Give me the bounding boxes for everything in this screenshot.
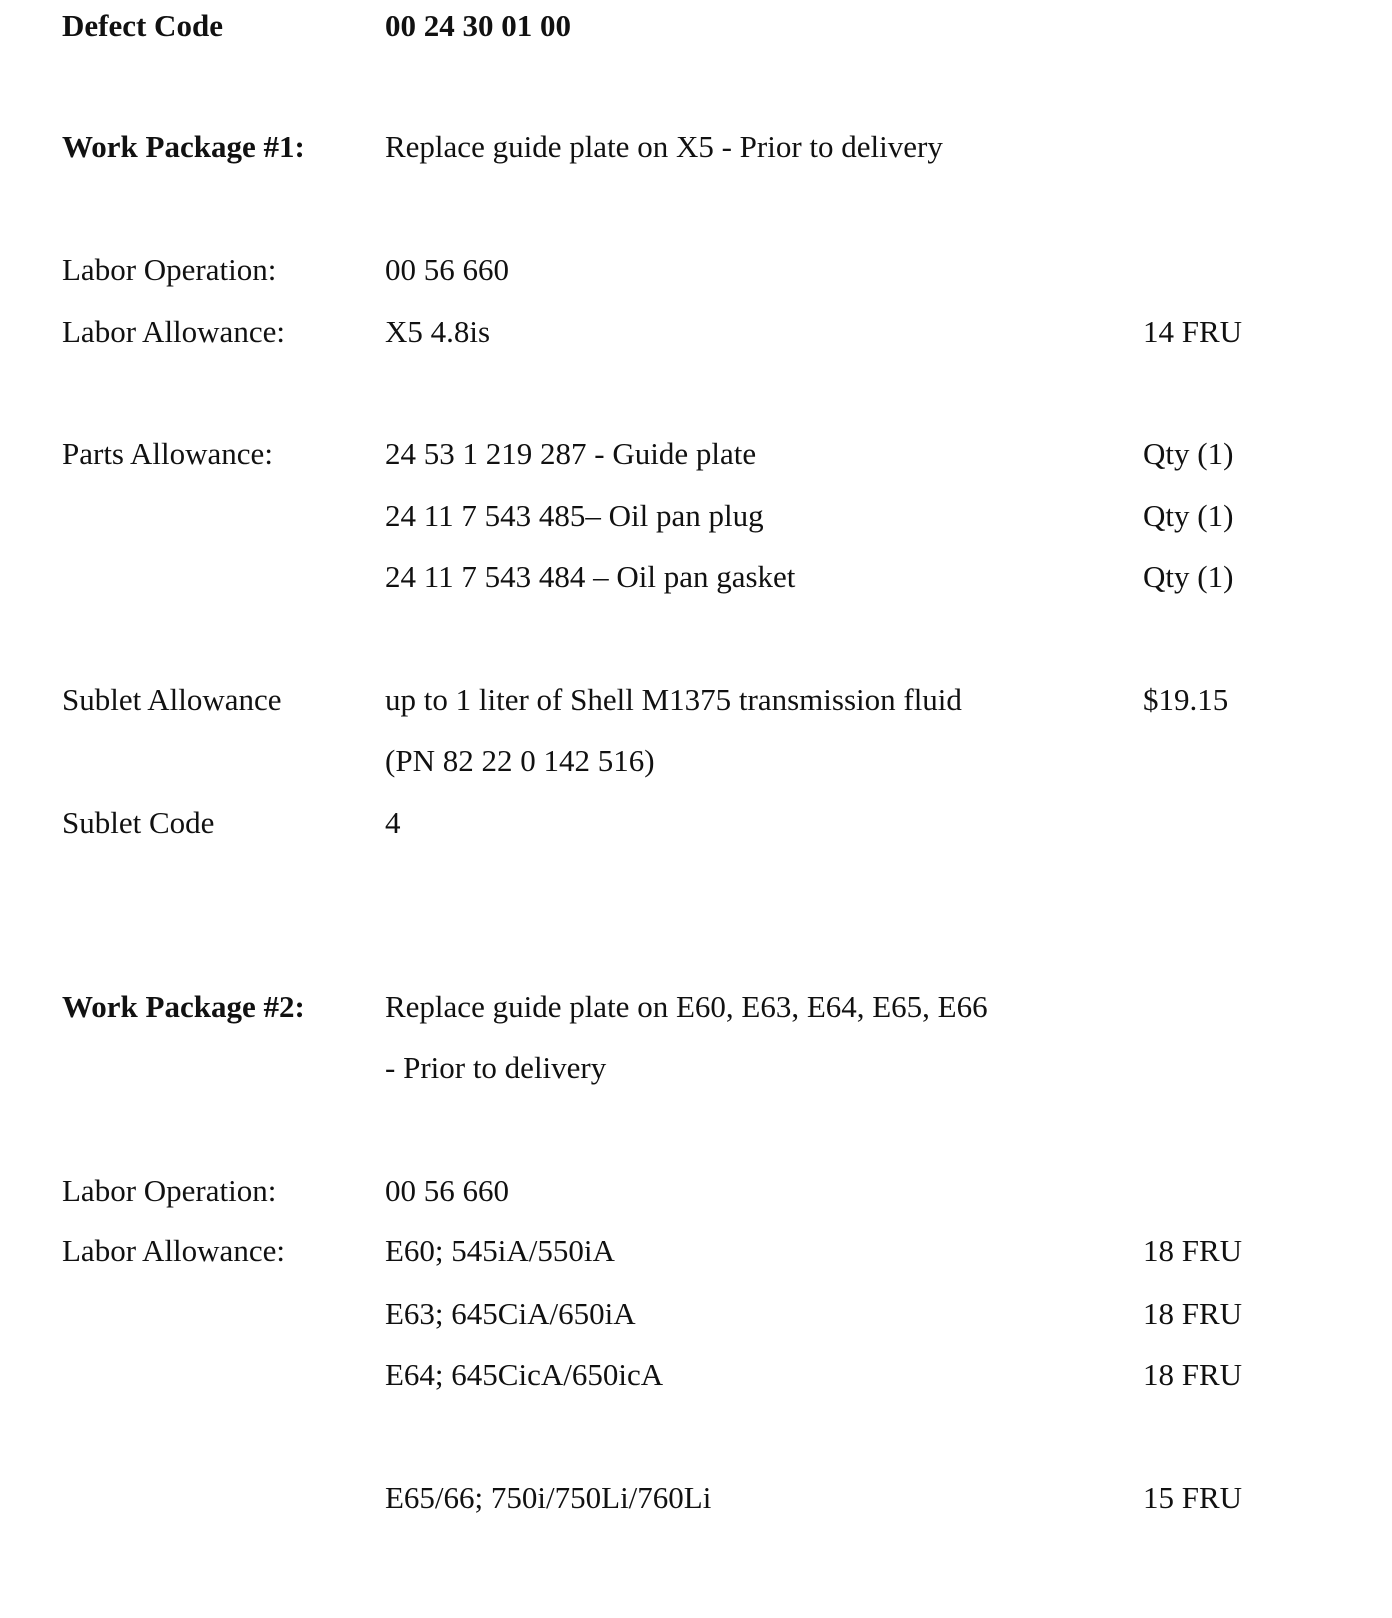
wp2-labor-operation-label: Labor Operation: xyxy=(62,1173,277,1208)
wp2-labor-allowance-fru: 18 FRU xyxy=(1143,1233,1243,1268)
wp2-labor-allowance-fru: 18 FRU xyxy=(1143,1296,1243,1331)
wp1-part-description: 24 53 1 219 287 - Guide plate xyxy=(385,436,757,471)
wp1-part-quantity: Qty (1) xyxy=(1143,498,1234,533)
wp1-parts-allowance-label: Parts Allowance: xyxy=(62,436,273,471)
wp1-sublet-part-number: (PN 82 22 0 142 516) xyxy=(385,743,655,778)
wp1-sublet-allowance-amount: $19.15 xyxy=(1143,682,1229,717)
wp1-labor-operation-value: 00 56 660 xyxy=(385,252,509,287)
work-package-2-title-continued: - Prior to delivery xyxy=(385,1050,607,1085)
wp1-sublet-allowance-label: Sublet Allowance xyxy=(62,682,282,717)
work-package-2-title: Replace guide plate on E60, E63, E64, E65, E66 xyxy=(385,989,988,1024)
wp1-part-quantity: Qty (1) xyxy=(1143,559,1234,594)
wp1-labor-operation-label: Labor Operation: xyxy=(62,252,277,287)
wp1-sublet-code-label: Sublet Code xyxy=(62,805,215,840)
wp2-labor-allowance-model: E60; 545iA/550iA xyxy=(385,1233,615,1268)
wp1-labor-allowance-model: X5 4.8is xyxy=(385,314,491,349)
wp1-labor-allowance-label: Labor Allowance: xyxy=(62,314,285,349)
wp2-labor-allowance-fru: 15 FRU xyxy=(1143,1480,1243,1515)
work-package-1-label: Work Package #1: xyxy=(62,129,305,164)
wp2-labor-operation-value: 00 56 660 xyxy=(385,1173,509,1208)
wp2-labor-allowance-model: E63; 645CiA/650iA xyxy=(385,1296,636,1331)
wp1-labor-allowance-fru: 14 FRU xyxy=(1143,314,1243,349)
wp1-part-description: 24 11 7 543 484 – Oil pan gasket xyxy=(385,559,796,594)
wp1-sublet-allowance-description: up to 1 liter of Shell M1375 transmission fluid xyxy=(385,682,962,717)
wp1-sublet-code-value: 4 xyxy=(385,805,401,840)
wp2-labor-allowance-model: E65/66; 750i/750Li/760Li xyxy=(385,1480,712,1515)
wp2-labor-allowance-model: E64; 645CicA/650icA xyxy=(385,1357,664,1392)
defect-code-value: 00 24 30 01 00 xyxy=(385,8,571,43)
wp2-labor-allowance-label: Labor Allowance: xyxy=(62,1233,285,1268)
wp1-part-description: 24 11 7 543 485– Oil pan plug xyxy=(385,498,764,533)
defect-code-label: Defect Code xyxy=(62,8,223,43)
wp2-labor-allowance-fru: 18 FRU xyxy=(1143,1357,1243,1392)
wp1-part-quantity: Qty (1) xyxy=(1143,436,1234,471)
work-package-2-label: Work Package #2: xyxy=(62,989,305,1024)
work-package-1-title: Replace guide plate on X5 - Prior to delivery xyxy=(385,129,943,164)
